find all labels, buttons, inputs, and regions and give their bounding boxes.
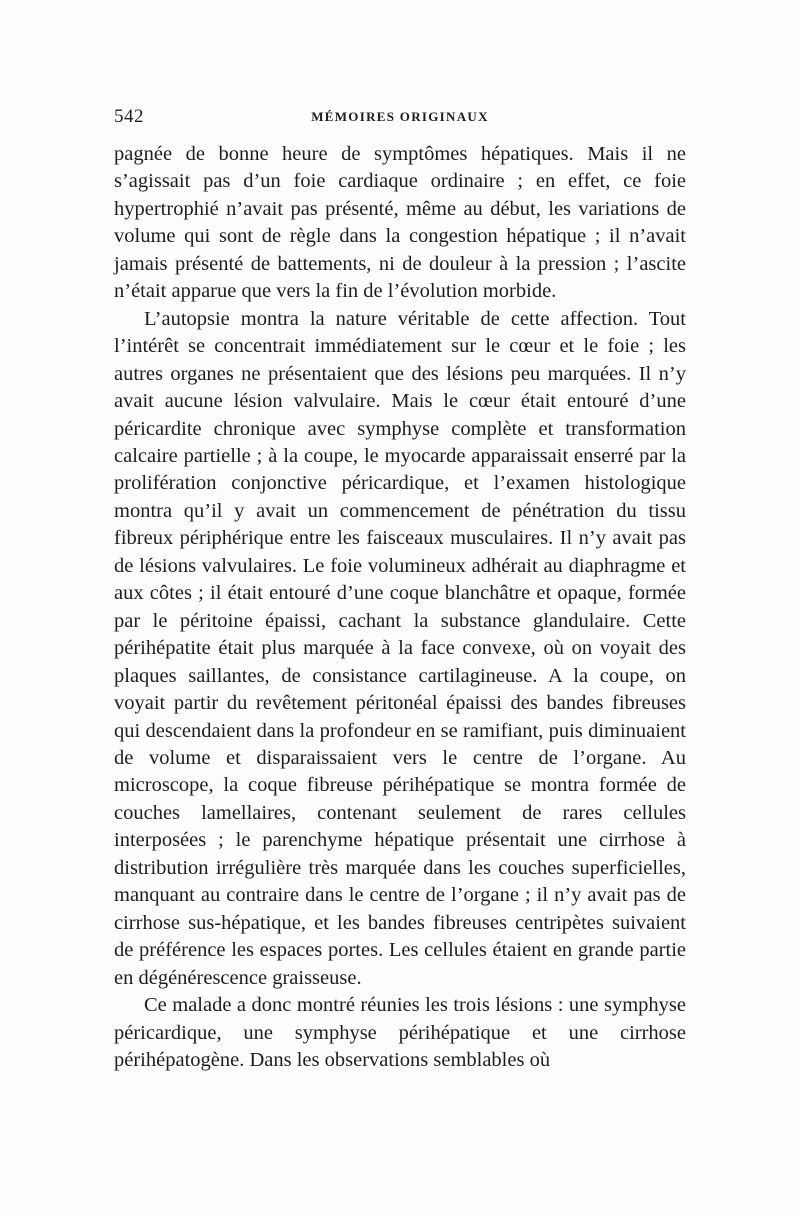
body-text xyxy=(114,141,686,1074)
paragraph-continuation: pagnée de bonne heure de symptômes hépatiques. Mais il ne s’agissait pas d’un foie cardiaque ordinaire ; en effet, ce foie hypertrophié n’avait pas présenté, même au début, les variations de volume qui sont de règle dans la congestion hépatique ; il n’avait jamais présenté de battements, ni de douleur à la pression ; l’ascite n’était apparue que vers la fin de l’évolution morbide. xyxy=(114,143,686,303)
paragraph-conclusion: Ce malade a donc montré réunies les trois lésions : une symphyse péricardique, une symphyse périhépatique et une cirrhose périhépatogène. Dans les observations semblables où xyxy=(114,994,686,1071)
page-header xyxy=(114,106,686,132)
page-number: 542 xyxy=(114,106,144,127)
paragraph-autopsy: L’autopsie montra la nature véritable de cette affection. Tout l’intérêt se concentrait immédiatement sur le cœur et le foie ; les autres organes ne présentaient que des lésions peu marquées. Il n’y avait aucune lésion valvulaire. Mais le cœur était entouré d’une péricardite chronique avec symphyse complète et transformation calcaire partielle ; à la coupe, le myocarde apparaissait enserré par la prolifération conjonctive péricardique, et l’examen histologique montra qu’il y avait un commencement de pénétration du tissu fibreux périphérique entre les faisceaux musculaires. Il n’y avait pas de lésions valvulaires. Le foie volumineux adhérait au diaphragme et aux côtes ; il était entouré d’une coque blanchâtre et opaque, formée par le péritoine épaissi, cachant la substance glandulaire. Cette périhépatite était plus marquée à la face convexe, où on voyait des plaques saillantes, de consistance cartilagineuse. A la coupe, on voyait partir du revêtement péritonéal épaissi des bandes fibreuses qui descendaient dans la profondeur en se ramifiant, puis diminuaient de volume et disparaissaient vers le centre de l’organe. Au microscope, la coque fibreuse périhépatique se montra formée de couches lamellaires, contenant seulement de rares cellules interposées ; le parenchyme hépatique présentait une cirrhose à distribution irrégulière très marquée dans les couches superficielles, manquant au contraire dans le centre de l’organe ; il n’y avait pas de cirrhose sus-hépatique, et les bandes fibreuses centripètes suivaient de préférence les espaces portes. Les cellules étaient en grande partie en dégénérescence graisseuse. xyxy=(114,307,686,989)
running-head: MÉMOIRES ORIGINAUX xyxy=(311,109,489,124)
